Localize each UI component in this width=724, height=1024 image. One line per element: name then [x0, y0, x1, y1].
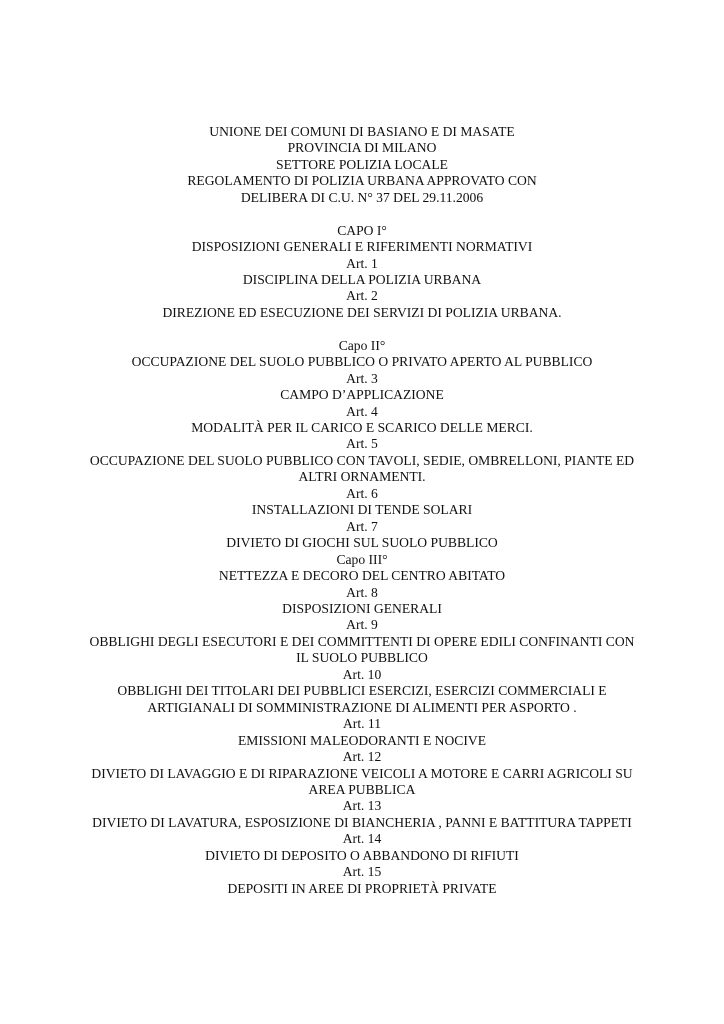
- article-title: IL SUOLO PUBBLICO: [296, 650, 428, 666]
- article-title: DIVIETO DI LAVAGGIO E DI RIPARAZIONE VEICOLI A MOTORE E CARRI AGRICOLI SU: [91, 765, 633, 781]
- article-title: DIVIETO DI DEPOSITO O ABBANDONO DI RIFIUTI: [205, 847, 519, 863]
- article-number: Art. 10: [342, 666, 382, 682]
- article-number: Art. 7: [346, 518, 378, 534]
- article-number: Art. 4: [346, 403, 378, 419]
- spacer: [0, 206, 724, 222]
- capo-1-label: CAPO I°: [337, 222, 387, 238]
- capo-3-label: Capo III°: [336, 551, 388, 567]
- article-number: Art. 6: [346, 485, 378, 501]
- capo-3-title: NETTEZZA E DECORO DEL CENTRO ABITATO: [218, 568, 506, 584]
- header-line-province: PROVINCIA DI MILANO: [287, 140, 437, 156]
- article-title: OBBLIGHI DEI TITOLARI DEI PUBBLICI ESERCIZI, ESERCIZI COMMERCIALI E: [117, 683, 607, 699]
- article-title: DISPOSIZIONI GENERALI: [282, 601, 442, 617]
- article-title: ALTRI ORNAMENTI.: [298, 469, 426, 485]
- article-title: INSTALLAZIONI DI TENDE SOLARI: [251, 502, 473, 518]
- article-number: Art. 14: [342, 831, 382, 847]
- article-number: Art. 11: [342, 716, 381, 732]
- header-line-regulation: REGOLAMENTO DI POLIZIA URBANA APPROVATO CON: [187, 173, 537, 189]
- article-title: OCCUPAZIONE DEL SUOLO PUBBLICO CON TAVOLI, SEDIE, OMBRELLONI, PIANTE ED: [89, 452, 635, 468]
- header-line-union: UNIONE DEI COMUNI DI BASIANO E DI MASATE: [209, 124, 515, 139]
- article-number: Art. 12: [342, 749, 382, 765]
- article-number: Art. 15: [342, 864, 382, 880]
- document-header: [0, 124, 724, 206]
- article-number: Art. 9: [346, 617, 378, 633]
- capo-2-title: OCCUPAZIONE DEL SUOLO PUBBLICO O PRIVATO APERTO AL PUBBLICO: [131, 354, 593, 370]
- document-page: [0, 124, 724, 897]
- capo-3-section: [0, 552, 724, 898]
- article-number: Art. 5: [346, 436, 378, 452]
- article-number: Art. 8: [346, 584, 378, 600]
- article-title: EMISSIONI MALEODORANTI E NOCIVE: [237, 732, 487, 748]
- spacer: [0, 321, 724, 337]
- article-number: Art. 13: [342, 798, 382, 814]
- header-line-sector: SETTORE POLIZIA LOCALE: [276, 156, 448, 172]
- article-title: DIVIETO DI LAVATURA, ESPOSIZIONE DI BIANCHERIA , PANNI E BATTITURA TAPPETI: [92, 814, 632, 830]
- capo-1-title: DISPOSIZIONI GENERALI E RIFERIMENTI NORMATIVI: [191, 239, 533, 255]
- article-title: MODALITÀ PER IL CARICO E SCARICO DELLE MERCI.: [191, 420, 533, 436]
- article-title: OBBLIGHI DEGLI ESECUTORI E DEI COMMITTENTI DI OPERE EDILI CONFINANTI CON: [89, 633, 635, 649]
- capo-1-section: [0, 223, 724, 322]
- header-line-delibera: DELIBERA DI C.U. N° 37 DEL 29.11.2006: [240, 189, 484, 205]
- article-title: CAMPO D’APPLICAZIONE: [280, 387, 444, 403]
- article-title: DIVIETO DI GIOCHI SUL SUOLO PUBBLICO: [226, 535, 498, 551]
- article-number: Art. 1: [346, 255, 378, 271]
- article-number: Art. 2: [346, 288, 378, 304]
- article-number: Art. 3: [346, 370, 378, 386]
- article-title: AREA PUBBLICA: [308, 782, 416, 797]
- capo-2-section: [0, 338, 724, 552]
- article-title: ARTIGIANALI DI SOMMINISTRAZIONE DI ALIMENTI PER ASPORTO .: [147, 699, 577, 715]
- article-title: DIREZIONE ED ESECUZIONE DEI SERVIZI DI POLIZIA URBANA.: [162, 304, 562, 320]
- article-title: DISCIPLINA DELLA POLIZIA URBANA: [242, 272, 482, 288]
- article-title: DEPOSITI IN AREE DI PROPRIETÀ PRIVATE: [227, 880, 497, 896]
- capo-2-label: Capo II°: [338, 337, 386, 353]
